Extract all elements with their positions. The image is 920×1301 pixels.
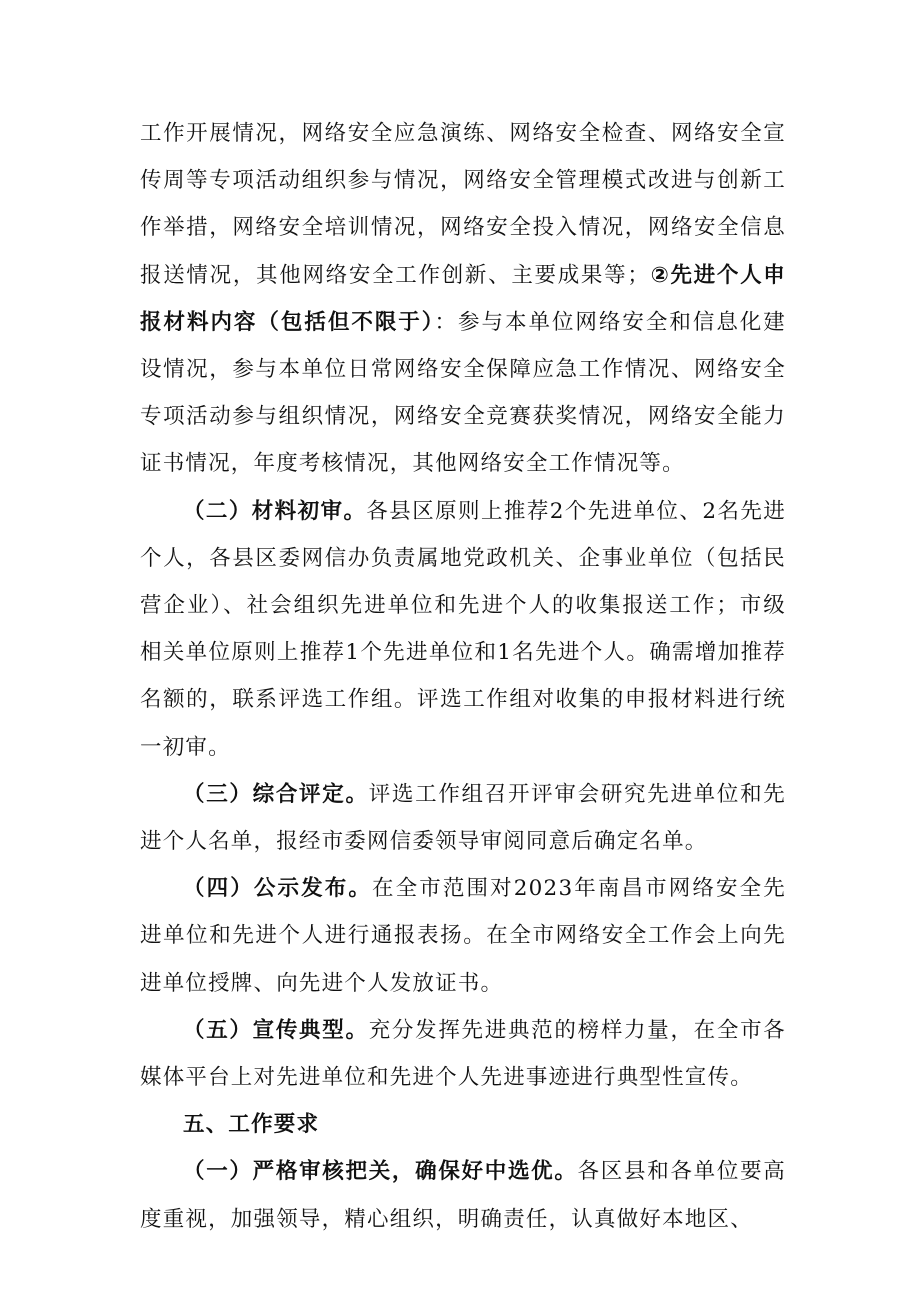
section-heading-work-requirements: 五、工作要求 [183, 1112, 320, 1138]
paragraph-bold-lead: （三）综合评定。 [183, 781, 369, 807]
paragraph-bold-lead: （一）严格审核把关，确保好中选优。 [183, 1159, 578, 1185]
paragraph-bold-lead: （二）材料初审。 [183, 498, 367, 524]
paragraph-promotion [140, 1007, 786, 1101]
paragraph-bold-lead: ②先进个人申报材料内容（包括但不限于） [140, 262, 787, 335]
paragraph-text: 评选工作组召开评审会研究先进单位和先进个人名单，报经市委网信委领导审阅同意后确定名单。 [140, 781, 786, 855]
paragraph-text: 在全市范围对2023年南昌市网络安全先进单位和先进个人进行通报表扬。在全市网络安全工作会上向先进单位授牌、向先进个人发放证书。 [140, 876, 786, 996]
paragraph-materials-content [140, 110, 786, 488]
paragraph-publication [140, 865, 786, 1007]
paragraph-text: 充分发挥先进典范的榜样力量，在全市各媒体平台上对先进单位和先进个人先进事迹进行典型性宣传。 [140, 1017, 786, 1091]
paragraph-initial-review [140, 488, 786, 771]
paragraph-text: 各区县和各单位要高度重视，加强领导，精心组织，明确责任，认真做好本地区、 [140, 1159, 786, 1232]
paragraph-strict-review [140, 1148, 786, 1242]
paragraph-text: 各县区原则上推荐2个先进单位、2名先进个人，各县区委网信办负责属地党政机关、企事业单位（包括民营企业）、社会组织先进单位和先进个人的收集报送工作；市级相关单位原则上推荐1个先进单位和1名先进个人。确需增加推荐名额的，联系评选工作组。评选工作组对收集的申报材料进行统一初审。 [140, 498, 786, 760]
paragraph-text: ：参与本单位网络安全和信息化建设情况，参与本单位日常网络安全保障应急工作情况、网络安全专项活动参与组织情况，网络安全竞赛获奖情况，网络安全能力证书情况，年度考核情况，其他网络安全工作情况等。 [140, 309, 786, 477]
paragraph-comprehensive-evaluation [140, 771, 786, 865]
paragraph-bold-lead: （五）宣传典型。 [183, 1017, 369, 1043]
paragraph-text: 工作开展情况，网络安全应急演练、网络安全检查、网络安全宣传周等专项活动组织参与情况，网络安全管理模式改进与创新工作举措，网络安全培训情况，网络安全投入情况，网络安全信息报送情况，其他网络安全工作创新、主要成果等； [140, 121, 786, 288]
document-body [140, 110, 786, 1243]
paragraph-bold-lead: （四）公示发布。 [183, 876, 373, 902]
